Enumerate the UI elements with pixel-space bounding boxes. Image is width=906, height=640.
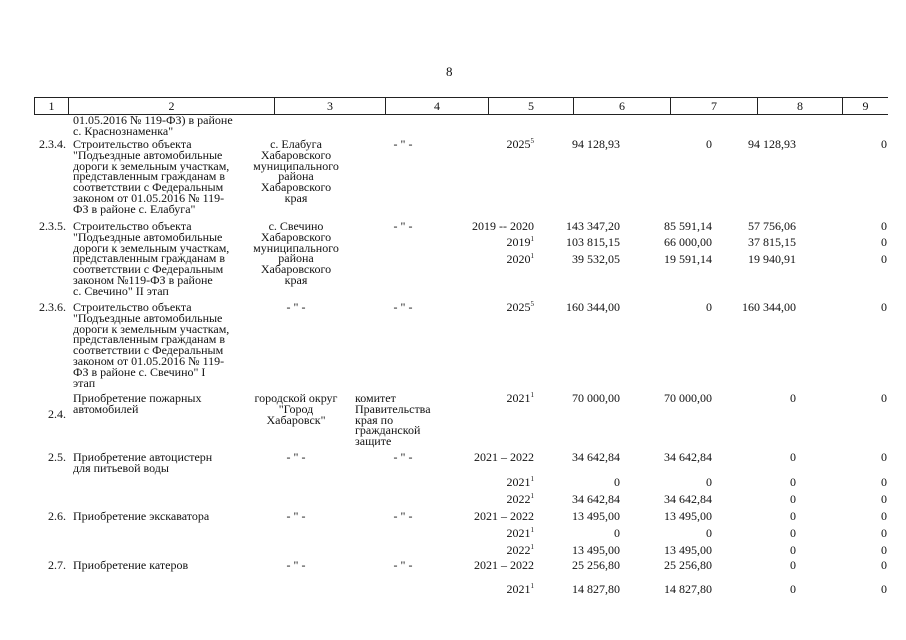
row-col9: 0 [881,252,887,266]
row-place: с. Елабуга Хабаровского муниципального района Хабаровского края [253,137,339,205]
row-executor: - " - [393,509,413,523]
row-place: - " - [286,558,306,572]
header-col-8: 8 [758,98,843,114]
row-executor: - " - [393,450,413,464]
page-number: 8 [446,64,453,79]
row-place: - " - [286,509,306,523]
row-year: 2021$^1$ [506,475,534,489]
row-col7: 0 [706,475,712,489]
row-total: 39 532,05 [572,252,620,266]
row-year: 2019 -- 2020 [472,219,534,233]
row-executor: - " - [393,558,413,572]
row-name: Строительство объекта "Подъездные автомобильные дороги к земельным участкам, представленным гражданам в соответствии с Федеральным законом от 01.05.2016 № 119- ФЗ в районе с. Елабуга" [73,137,230,216]
row-year: 2021$^1$ [506,582,534,596]
row-col9: 0 [881,475,887,489]
row-place: с. Свечино Хабаровского муниципального района Хабаровского края [253,219,339,287]
row-executor: - " - [393,219,413,233]
row-year: 2022$^1$ [506,543,534,557]
row-total: 34 642,84 [572,450,620,464]
row-col7: 19 591,14 [664,252,712,266]
header-col-5: 5 [489,98,574,114]
row-col7: 0 [706,300,712,314]
row-col9: 0 [881,492,887,506]
header-col-9: 9 [862,99,869,113]
row-total: 14 827,80 [572,582,620,596]
row-col8: 0 [790,475,796,489]
row-total: 0 [614,526,620,540]
row-year: 2020$^1$ [506,252,534,266]
row-year: 2025$^5$ [506,300,534,314]
row-col9: 0 [881,450,887,464]
header-col-4: 4 [386,98,489,114]
row-total: 34 642,84 [572,492,620,506]
row-col8: 0 [790,492,796,506]
row-name: Приобретение экскаватора [73,509,210,523]
row-col7: 85 591,14 [664,219,712,233]
row-col7: 66 000,00 [664,235,712,249]
row-name: Строительство объекта "Подъездные автомобильные дороги к земельным участкам, представленным гражданам в соответствии с Федеральным законом от 01.05.2016 № 119- ФЗ в районе с. Свечино" I этап [73,300,230,390]
row-executor: - " - [393,300,413,314]
row-col7: 13 495,00 [664,543,712,557]
row-name: Строительство объекта "Подъездные автомобильные дороги к земельным участкам, представленным гражданам в соответствии с Федеральным законом №119-ФЗ в районе с. Свечино" II этап [73,219,230,298]
row-col8: 160 344,00 [742,300,796,314]
row-number: 2.5. [48,450,66,464]
row-executor: комитет Правительства края по гражданской защите [355,391,431,449]
row-year: 2021$^1$ [506,526,534,540]
row-total: 13 495,00 [572,543,620,557]
row-col9: 0 [881,137,887,151]
row-col8: 94 128,93 [748,137,796,151]
row-col9: 0 [881,235,887,249]
row-total: 13 495,00 [572,509,620,523]
row-number: 2.3.6. [39,300,66,314]
row-col7: 13 495,00 [664,509,712,523]
row-col8: 37 815,15 [748,235,796,249]
row-number: 2.6. [48,509,66,523]
continuation-text: 01.05.2016 № 119-ФЗ) в районе с. Краснознаменка" [73,113,233,138]
row-year: 2019$^1$ [506,235,534,249]
header-col-6: 6 [574,98,671,114]
row-total: 0 [614,475,620,489]
row-col9: 0 [881,219,887,233]
row-col8: 0 [790,543,796,557]
row-col8: 0 [790,509,796,523]
row-col7: 34 642,84 [664,492,712,506]
row-year: 2021$^1$ [506,391,534,405]
row-col8: 0 [790,582,796,596]
row-number: 2.4. [48,407,66,421]
row-col8: 0 [790,558,796,572]
row-year: 2025$^5$ [506,137,534,151]
row-year: 2021 – 2022 [474,509,534,523]
row-col9: 0 [881,391,887,405]
row-col9: 0 [881,558,887,572]
row-col9: 0 [881,526,887,540]
row-col9: 0 [881,509,887,523]
row-name: Приобретение катеров [73,558,189,572]
row-number: 2.3.5. [39,219,66,233]
row-number: 2.7. [48,558,66,572]
row-col9: 0 [881,543,887,557]
row-col9: 0 [881,582,887,596]
row-col7: 14 827,80 [664,582,712,596]
row-place: городской округ "Город Хабаровск" [254,391,338,427]
row-total: 70 000,00 [572,391,620,405]
row-col8: 0 [790,450,796,464]
row-col8: 57 756,06 [748,219,796,233]
row-total: 143 347,20 [566,219,620,233]
row-col7: 25 256,80 [664,558,712,572]
header-col-1: 1 [35,98,69,114]
row-year: 2021 – 2022 [474,558,534,572]
row-col7: 0 [706,137,712,151]
row-name: Приобретение пожарных автомобилей [73,391,202,416]
row-col7: 0 [706,526,712,540]
row-col9: 0 [881,300,887,314]
header-col-7: 7 [671,98,758,114]
row-col7: 34 642,84 [664,450,712,464]
row-total: 160 344,00 [566,300,620,314]
row-col7: 70 000,00 [664,391,712,405]
row-total: 94 128,93 [572,137,620,151]
row-place: - " - [286,300,306,314]
row-number: 2.3.4. [39,137,66,151]
row-year: 2022$^1$ [506,492,534,506]
row-total: 103 815,15 [566,235,620,249]
row-col8: 0 [790,526,796,540]
row-col8: 19 940,91 [748,252,796,266]
row-year: 2021 – 2022 [474,450,534,464]
row-col8: 0 [790,391,796,405]
header-col-2: 2 [69,98,275,114]
header-col-3: 3 [275,98,386,114]
row-name: Приобретение автоцистерн для питьевой воды [73,450,213,475]
row-executor: - " - [393,137,413,151]
row-total: 25 256,80 [572,558,620,572]
row-place: - " - [286,450,306,464]
